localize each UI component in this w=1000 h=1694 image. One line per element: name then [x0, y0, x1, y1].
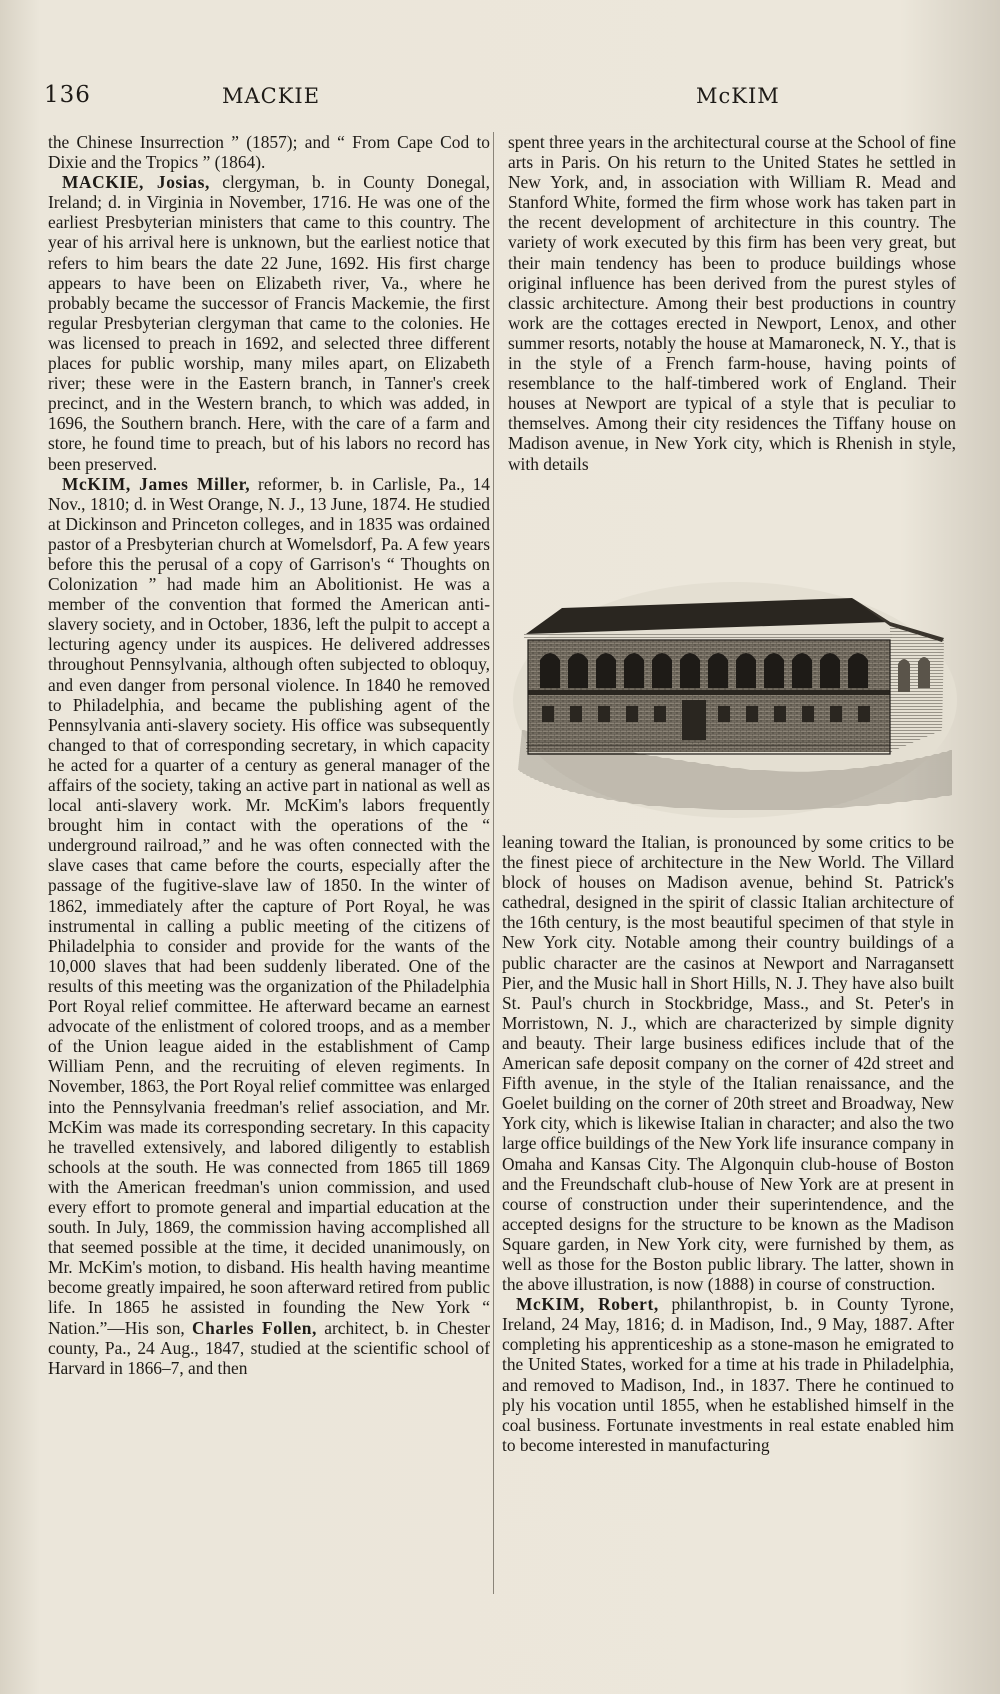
running-header: [44, 78, 960, 110]
library-building-illustration: [512, 580, 958, 820]
right-column-bottom: [502, 832, 954, 1602]
continuation-paragraph: leaning toward the Italian, is pronounced by some critics to be the finest piece of architecture in the New World. The Villard block of houses on Madison avenue, behind St. Patrick's cathedral, designed in the spirit of classic Italian architecture of the 16th century, is the most beautiful specimen of that style in New York city. Notable among their country buildings of a public character are the casinos at Newport and Narragansett Pier, and the Music hall in Short Hills, N. J. They have also built St. Paul's church in Stockbridge, Mass., and St. Peter's in Morristown, N. J., which are characterized by simple dignity and beauty. Their large business edifices include that of the American safe deposit company on the corner of 42d street and Fifth avenue, in the style of the Italian renaissance, and the Goelet building on the corner of 20th street and Broadway, New York city, which is likewise Italian in character; and also the two large office buildings of the New York life insurance company in Omaha and Kansas City. The Algonquin club-house of Boston and the Freundschaft club-house of New York are at present in course of construction under their superintendence, and the accepted designs for the structure to be known as the Madison Square garden, in New York city, were furnished by them, as well as those for the Boston public library. The latter, shown in the above illustration, is now (1888) in course of construction.: [502, 832, 954, 1295]
entry-text: architect, b. in Chester county, Pa., 24 Aug., 1847, studied at the scientific school of Harvard in 1866–7, and then: [48, 1317, 490, 1378]
continuation-paragraph: spent three years in the architectural course at the School of fine arts in Paris. On his return to the United States he settled in New York, and, in association with William R. Mead and Stanford White, formed the firm whose work has taken part in the recent development of architecture in this country. The variety of work executed by this firm has been very great, but their main tendency has been to produce buildings whose original influence has been derived from the purest styles of classic architecture. Among their best productions in country work are the cottages erected in Newport, Lenox, and other summer resorts, notably the house at Mamaroneck, N. Y., that is in the style of a French farm-house, having points of resemblance to the half-timbered work of England. Their houses at Newport are typical of a style that is peculiar to themselves. Among their city residences the Tiffany house on Madison avenue, in New York city, which is Rhenish in style, with details: [508, 132, 956, 474]
entry-mackie-josias: [48, 172, 490, 473]
right-column-top: [508, 132, 956, 542]
entry-text: philanthropist, b. in County Tyrone, Ireland, 24 May, 1816; d. in Madison, Ind., 9 May, 1887. After completing his apprenticeship as a stone-mason he emigrated to the United States, worked for a time at his trade in Philadelphia, and removed to Madison, Ind., in 1837. There he continued to ply his vocation until 1855, when he established himself in the coal business. Fortunate investments in real estate enabled him to become interested in manufacturing: [502, 1294, 954, 1455]
entry-mckim-james-miller: [48, 474, 490, 1378]
entry-text: clergyman, b. in County Donegal, Ireland; d. in Virginia in November, 1716. He was one of the earliest Presbyterian ministers that came to this country. The year of his arrival here is unknown, but the earliest notice that refers to him bears the date 22 June, 1692. His first charge appears to have been on Elizabeth river, Va., where he probably became the successor of Francis Mackemie, the first regular Presbyterian clergyman that came to the colonies. He was licensed to preach in 1692, and selected three different places for public worship, many miles apart, on Elizabeth river; these were in the Eastern branch, in Tanner's creek precinct, and in the Western branch, to which was added, in 1696, the Southern branch. Here, with the care of a farm and store, he found time to preach, but of his labors no record has been preserved.: [48, 172, 490, 474]
column-divider: [493, 132, 494, 1594]
page-number: 136: [44, 82, 91, 108]
left-column: [48, 132, 490, 1602]
right-running-head: McKIM: [696, 84, 780, 108]
headword: MACKIE, Josias,: [62, 172, 210, 193]
entry-text: reformer, b. in Carlisle, Pa., 14 Nov., 1810; d. in West Orange, N. J., 13 June, 1874. He studied at Dickinson and Princeton colleges, and in 1835 was ordained pastor of a Presbyterian church at Womelsdorf, Pa. A few years before this the perusal of a copy of Garrison's “ Thoughts on Colonization ” had made him an Abolitionist. He was a member of the convention that formed the American anti-slavery society, and in October, 1836, left the pulpit to accept a lecturing agency under its auspices. He delivered addresses throughout Pennsylvania, although often subjected to obloquy, and even danger from personal violence. In 1840 he removed to Philadelphia, and became the publishing agent of the Pennsylvania anti-slavery society. His office was subsequently changed to that of corresponding secretary, in which capacity he acted for a quarter of a century as general manager of the affairs of the society, taking an active part in national as well as local anti-slavery work. Mr. McKim's labors frequently brought him in contact with the operations of the “ underground railroad,” and he was often connected with the slave cases that came before the courts, especially after the passage of the fugitive-slave law of 1850. In the winter of 1862, immediately after the capture of Port Royal, he was instrumental in calling a public meeting of the citizens of Philadelphia to consider and provide for the wants of the 10,000 slaves that had been suddenly liberated. One of the results of this meeting was the organization of the Philadelphia Port Royal relief committee. He afterward became an earnest advocate of the enlistment of colored troops, and as a member of the Union league aided in the establishment of Camp William Penn, and the recruiting of eleven regiments. In November, 1863, the Port Royal relief committee was enlarged into the Pennsylvania freedman's relief association, and Mr. McKim was made its corresponding secretary. In this capacity he travelled extensively, and labored diligently to establish schools at the south. He was connected from 1865 till 1869 with the American freedman's union commission, and used every effort to promote general and impartial education at the south. In July, 1869, the commission having accomplished all that seemed possible at the time, it decided unanimously, on Mr. McKim's motion, to disband. His health having meantime become greatly impaired, he soon afterward retired from public life. In 1865 he assisted in founding the New York “ Nation.”—His son,: [48, 473, 490, 1338]
building-base: [526, 740, 892, 754]
headword: McKIM, James Miller,: [62, 473, 251, 494]
belt-course: [528, 690, 890, 695]
continuation-paragraph: the Chinese Insurrection ” (1857); and “ From Cape Cod to Dixie and the Tropics ” (1864).: [48, 132, 490, 173]
headword: McKIM, Robert,: [516, 1294, 659, 1315]
sub-headword: Charles Follen,: [192, 1317, 317, 1338]
cornice: [524, 632, 892, 640]
left-running-head: MACKIE: [222, 84, 321, 108]
entry-mckim-robert: [502, 1294, 954, 1455]
